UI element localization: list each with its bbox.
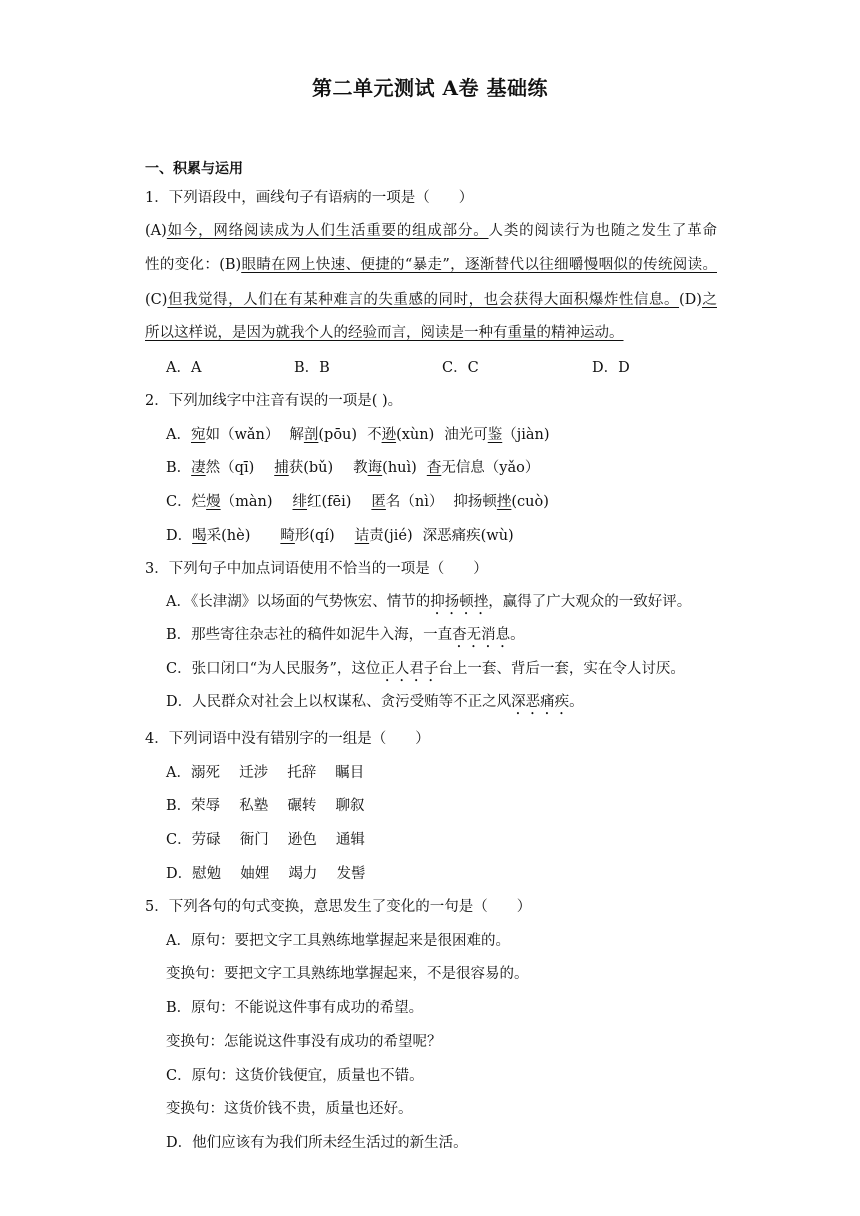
q5-option-a-transformed: 变换句：要把文字工具熟练地掌握起来，不是很容易的。 — [166, 966, 529, 982]
q4-option-c[interactable]: C．劳碌 衙门 逊色 通辑 — [166, 832, 365, 848]
q2-option-c[interactable]: C．烂熳（màn) 绯红(fēi) 匿名（nì） 抑扬顿挫(cuò) — [166, 494, 549, 510]
q1-passage-line-1: (A)如今，网络阅读成为人们生活重要的组成部分。人类的阅读行为也随之发生了革命 — [145, 223, 717, 239]
q4-option-d[interactable]: D．慰勉 妯娌 竭力 发髻 — [166, 866, 366, 882]
section-heading: 一、积累与运用 — [145, 161, 243, 177]
q1-passage-line-4 — [145, 321, 717, 342]
q1-options — [166, 356, 686, 377]
q3-dotted-word-c: 正人君子 — [380, 661, 439, 677]
q3-option-c[interactable]: C．张口闭口“为人民服务”，这位正人君子台上一套、背后一套，实在令人讨厌。 — [166, 661, 685, 677]
q1-underlined-sentence-d-start: 之 — [701, 292, 717, 308]
q3-dotted-word-b: 杳无消息 — [452, 627, 511, 643]
q5-option-b-original[interactable]: B．原句：不能说这件事有成功的希望。 — [166, 1000, 424, 1016]
q3-option-d[interactable]: D．人民群众对社会上以权谋私、贪污受贿等不正之风深恶痛疾。 — [166, 694, 584, 710]
q1-option-a[interactable]: A．A — [166, 360, 202, 376]
q5-option-a-original[interactable]: A．原句：要把文字工具熟练地掌握起来是很困难的。 — [166, 933, 510, 949]
q4-option-a[interactable]: A．溺死 迁涉 托辞 瞩目 — [166, 765, 365, 781]
q1-stem: 1．下列语段中，画线句子有语病的一项是（ ） — [145, 190, 474, 206]
page-title: 第二单元测试 A卷 基础练 — [312, 76, 548, 100]
q2-option-b[interactable]: B．凄然（qī) 捕获(bǔ) 教诲(huì) 杳无信息（yǎo） — [166, 460, 540, 476]
q3-dotted-word-d: 深恶痛疾 — [511, 694, 570, 710]
q1-underlined-sentence-d: 所以这样说，是因为就我个人的经验而言，阅读是一种有重量的精神运动。 — [145, 325, 624, 341]
q2-stem: 2．下列加线字中注音有误的一项是( )。 — [145, 393, 403, 409]
q1-underlined-sentence-c: 但我觉得，人们在有某种难言的失重感的同时，也会获得大面积爆炸性信息。 — [167, 292, 680, 308]
q1-passage-line-2: 性的变化：(B)眼睛在网上快速、便捷的“暴走”，逐渐替代以往细嚼慢咽似的传统阅读。 — [145, 257, 717, 273]
q5-option-c-original[interactable]: C．原句：这货价钱便宜，质量也不错。 — [166, 1068, 424, 1084]
q2-option-d[interactable]: D．喝采(hè) 畸形(qí) 诘责(jié) 深恶痛疾(wù) — [166, 528, 514, 544]
q5-stem: 5．下列各句的句式变换，意思发生了变化的一句是（ ） — [145, 899, 532, 915]
q1-underlined-sentence-a: 如今，网络阅读成为人们生活重要的组成部分。 — [166, 223, 489, 239]
q4-stem: 4．下列词语中没有错别字的一组是（ ） — [145, 731, 430, 747]
q2-option-a[interactable]: A．宛如（wǎn） 解剖(pōu) 不逊(xùn) 油光可鉴（jiàn) — [166, 427, 550, 443]
q1-option-b[interactable]: B．B — [294, 360, 330, 376]
q3-option-b[interactable]: B．那些寄往杂志社的稿件如泥牛入海，一直杳无消息。 — [166, 627, 525, 643]
q3-stem: 3．下列句子中加点词语使用不恰当的一项是（ ） — [145, 561, 488, 577]
q1-option-d[interactable]: D．D — [592, 360, 630, 376]
q3-option-a[interactable]: A．《长津湖》以场面的气势恢宏、情节的抑扬顿挫，赢得了广大观众的一致好评。 — [166, 594, 692, 610]
q5-option-b-transformed: 变换句：怎能说这件事没有成功的希望呢？ — [166, 1034, 442, 1050]
q1-passage-line-3: (C)但我觉得，人们在有某种难言的失重感的同时，也会获得大面积爆炸性信息。(D)之 — [145, 292, 717, 308]
q1-option-c[interactable]: C．C — [442, 360, 479, 376]
q3-dotted-word-a: 抑扬顿挫 — [430, 594, 489, 610]
q5-option-c-transformed: 变换句：这货价钱不贵，质量也还好。 — [166, 1101, 413, 1117]
q4-option-b[interactable]: B．荣辱 私塾 碾转 聊叙 — [166, 798, 365, 814]
q1-underlined-sentence-b: 眼睛在网上快速、便捷的“暴走”，逐渐替代以往细嚼慢咽似的传统阅读。 — [241, 257, 717, 273]
q5-option-d-original[interactable]: D．他们应该有为我们所未经生活过的新生活。 — [166, 1135, 468, 1151]
